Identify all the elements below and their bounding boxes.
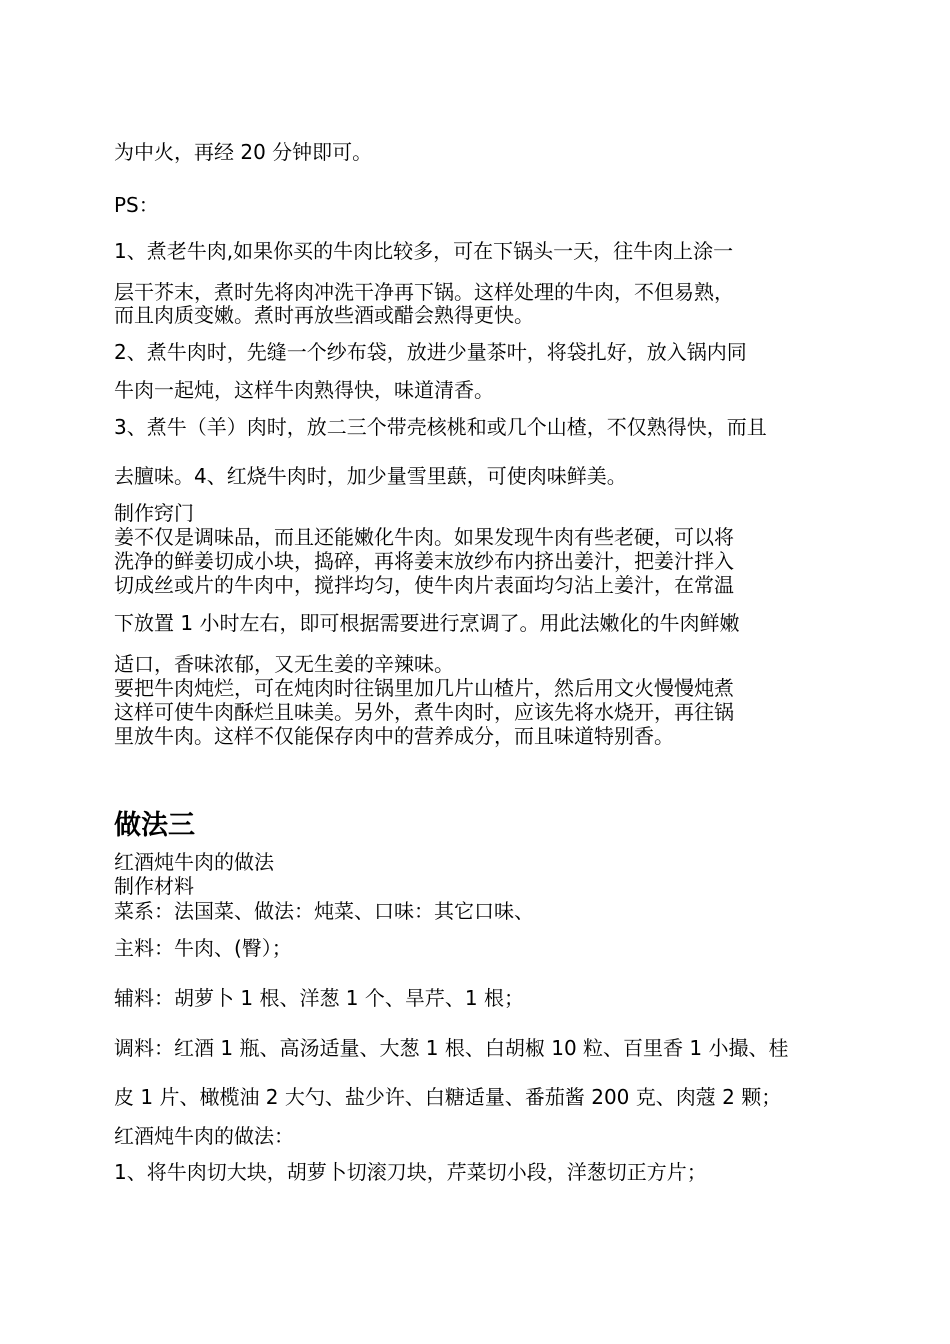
text-line: 姜不仅是调味品，而且还能嫩化牛肉。如果发现牛肉有些老硬，可以将 — [114, 525, 734, 549]
text-line: 红酒炖牛肉的做法： — [114, 1124, 294, 1148]
text-line: 辅料：胡萝卜 1 根、洋葱 1 个、旱芹、1 根； — [114, 986, 524, 1010]
text-line: 切成丝或片的牛肉中，搅拌均匀，使牛肉片表面均匀沾上姜汁，在常温 — [114, 573, 734, 597]
text-line: 牛肉一起炖，这样牛肉熟得快，味道清香。 — [114, 378, 494, 402]
text-line: 里放牛肉。这样不仅能保存肉中的营养成分，而且味道特别香。 — [114, 724, 674, 748]
section-heading: 做法三 — [114, 810, 195, 841]
text-line: 为中火，再经 20 分钟即可。 — [114, 140, 373, 164]
text-line: 1、将牛肉切大块，胡萝卜切滚刀块，芹菜切小段，洋葱切正方片； — [114, 1160, 707, 1184]
text-line: 去膻味。4、红烧牛肉时，加少量雪里蕻，可使肉味鲜美。 — [114, 464, 627, 488]
text-line: 3、煮牛（羊）肉时，放二三个带壳核桃和或几个山楂，不仅熟得快，而且 — [114, 415, 767, 439]
text-line: 要把牛肉炖烂，可在炖肉时往锅里加几片山楂片，然后用文火慢慢炖煮 — [114, 676, 734, 700]
text-line: 层干芥末，煮时先将肉冲洗干净再下锅。这样处理的牛肉，不但易熟， — [114, 280, 734, 304]
section-label: 制作窍门 — [114, 501, 194, 525]
text-line: 调料：红酒 1 瓶、高汤适量、大葱 1 根、白胡椒 10 粒、百里香 1 小撮、桂 — [114, 1036, 789, 1060]
text-line: 皮 1 片、橄榄油 2 大勺、盐少许、白糖适量、番茄酱 200 克、肉蔻 2 颗； — [114, 1085, 782, 1109]
text-line: 主料：牛肉、(臀）； — [114, 936, 292, 960]
text-line: 2、煮牛肉时，先缝一个纱布袋，放进少量茶叶，将袋扎好，放入锅内同 — [114, 340, 747, 364]
text-line: 1、煮老牛肉,如果你买的牛肉比较多，可在下锅头一天，往牛肉上涂一 — [114, 239, 734, 263]
section-label: 制作材料 — [114, 874, 194, 898]
text-line: 下放置 1 小时左右，即可根据需要进行烹调了。用此法嫩化的牛肉鲜嫩 — [114, 611, 740, 635]
text-line: PS： — [114, 193, 159, 217]
text-line: 红酒炖牛肉的做法 — [114, 850, 274, 874]
text-line: 菜系：法国菜、做法：炖菜、口味：其它口味、 — [114, 899, 534, 923]
text-line: 而且肉质变嫩。煮时再放些酒或醋会熟得更快。 — [114, 303, 534, 327]
text-line: 适口，香味浓郁，又无生姜的辛辣味。 — [114, 652, 454, 676]
text-line: 这样可使牛肉酥烂且味美。另外，煮牛肉时，应该先将水烧开，再往锅 — [114, 700, 734, 724]
text-line: 洗净的鲜姜切成小块，捣碎，再将姜末放纱布内挤出姜汁，把姜汁拌入 — [114, 549, 734, 573]
